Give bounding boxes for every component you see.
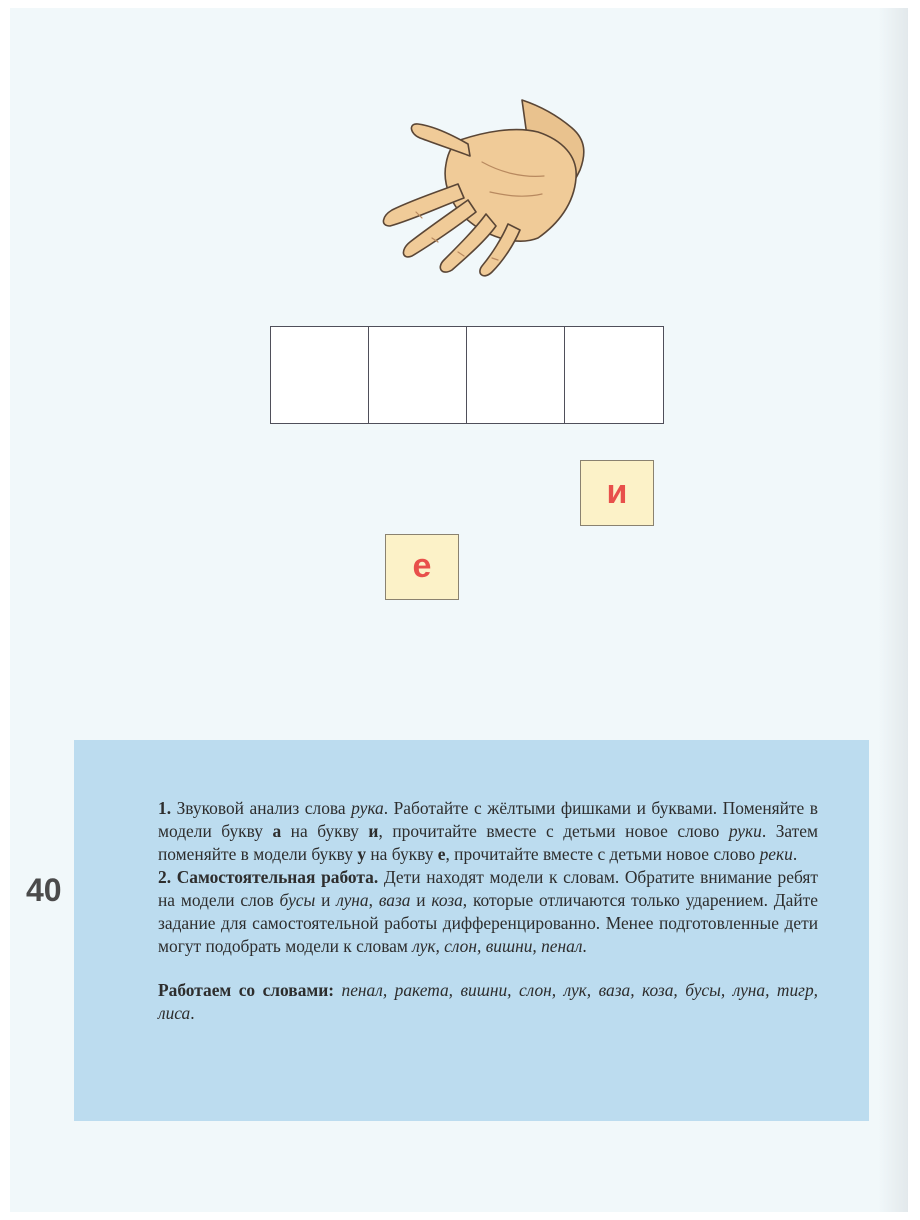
word-list-short: лук, слон, вишни, пенал — [412, 936, 583, 956]
page-edge-shadow — [878, 8, 908, 1212]
words-label: Работаем со словами: — [158, 980, 335, 1000]
word-ruki: руки — [728, 821, 762, 841]
task-1-number: 1. — [158, 798, 172, 818]
task-2-heading: 2. Самостоятельная работа. — [158, 867, 379, 887]
letter-chip-e[interactable]: е — [385, 534, 459, 600]
hand-illustration — [372, 92, 592, 282]
sound-model-cell[interactable] — [565, 327, 663, 423]
instruction-text — [158, 797, 818, 1025]
letter-a: а — [272, 821, 282, 841]
letter-e: е — [437, 844, 446, 864]
task-2-paragraph: 2. Самостоятельная работа. Дети находят модели к словам. Обратите внимание ребят на модели слов бусы и луна, ваза и коза, которые отличаются только ударением. Дайте задание для самостоятельной работы дифференцированно. Менее подготовленные дети могут подобрать модели к словам лук, слон, вишни, пенал. — [158, 867, 818, 956]
word-vaza: ваза — [378, 890, 411, 910]
word-luna: луна — [336, 890, 369, 910]
word-ruka: рука — [351, 798, 384, 818]
word-koza: коза — [431, 890, 463, 910]
sound-model-cell[interactable] — [369, 327, 467, 423]
sound-model-cell[interactable] — [271, 327, 369, 423]
letter-chip-i[interactable]: и — [580, 460, 654, 526]
word-busy: бусы — [279, 890, 316, 910]
letter-i: и — [368, 821, 379, 841]
task-1-paragraph: 1. Звуковой анализ слова рука. Работайте с жёлтыми фишками и буквами. Поменяйте в модели букву а на букву и, прочитайте вместе с детьми новое слово руки. Затем поменяйте в модели букву у на букву е, прочитайте вместе с детьми новое слово реки. — [158, 798, 819, 864]
sound-model-cell[interactable] — [467, 327, 565, 423]
word-list: пенал, ракета, вишни, слон, лук, ваза, коза, бусы, луна, тигр, лиса — [158, 980, 818, 1023]
paragraph-gap — [158, 958, 818, 979]
words-paragraph: Работаем со словами: пенал, ракета, вишни, слон, лук, ваза, коза, бусы, луна, тигр, лиса. — [158, 980, 818, 1023]
letter-u: у — [357, 844, 367, 864]
sound-model-grid — [270, 326, 664, 424]
page-number: 40 — [26, 872, 62, 908]
word-reki: реки — [759, 844, 793, 864]
